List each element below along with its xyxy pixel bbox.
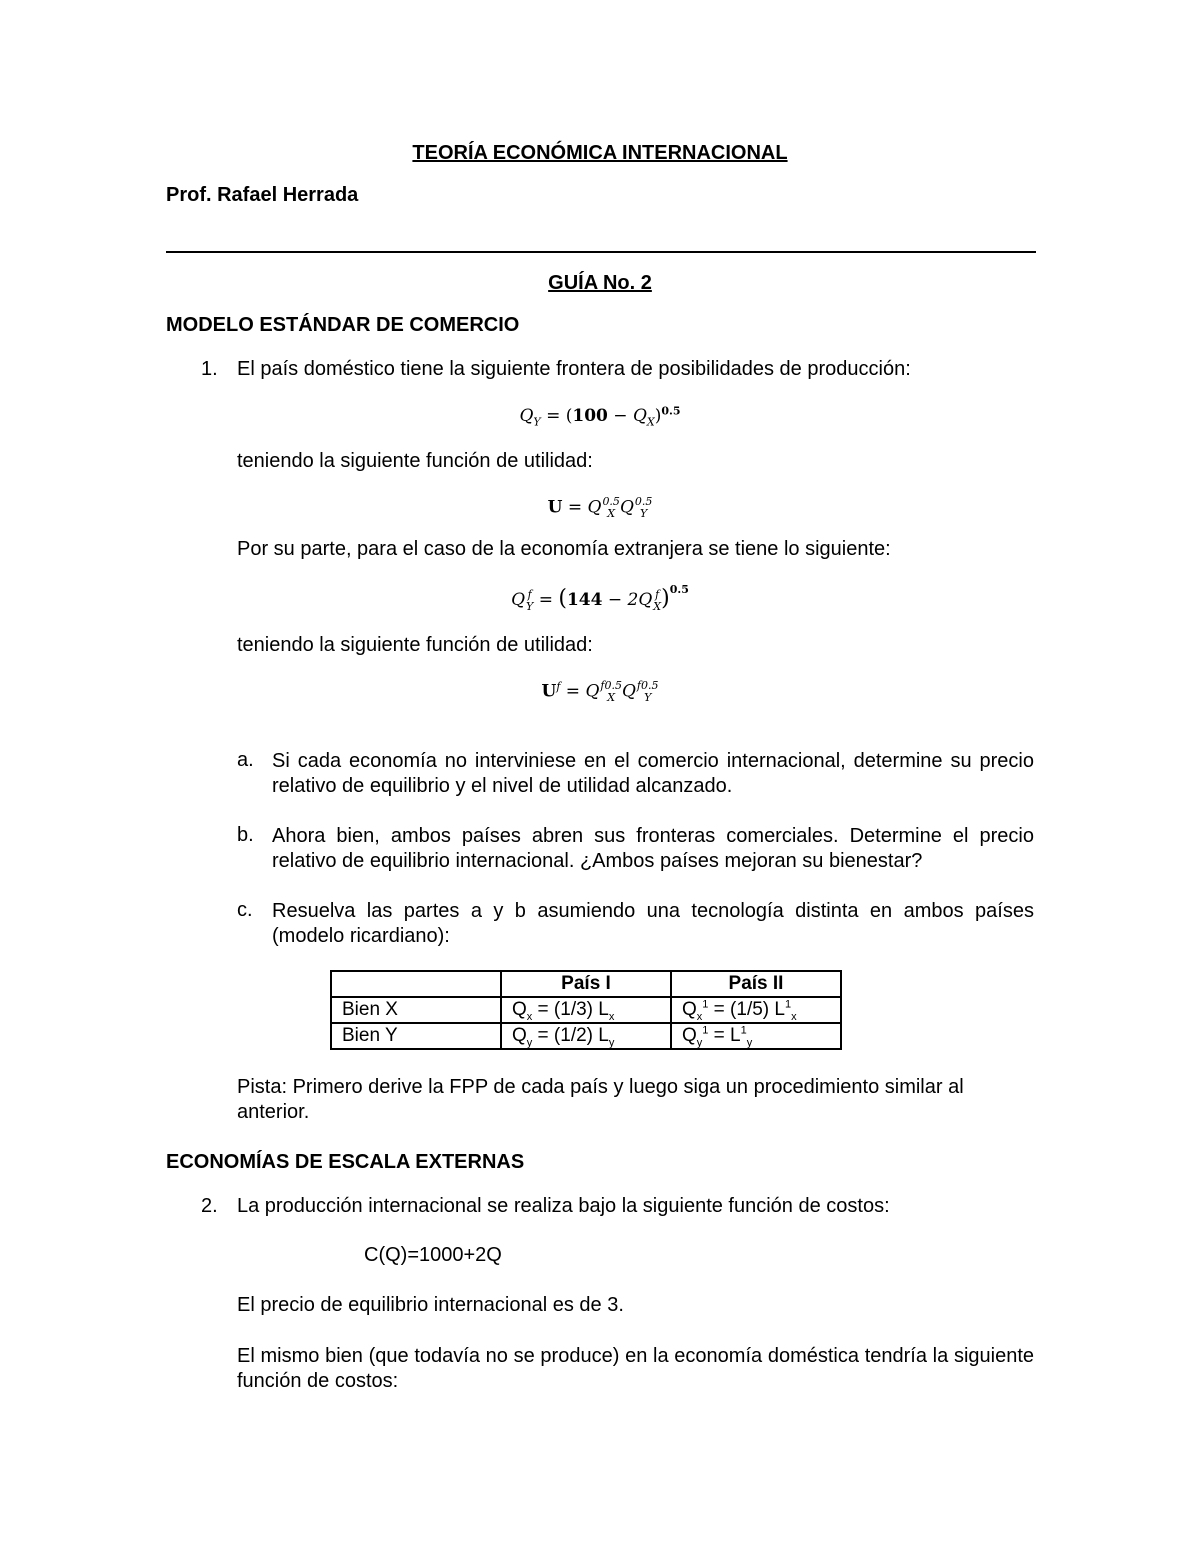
equation-ppf-domestic: $Q_Y = (100 - Q_X)^{0.5}$ [519,404,681,429]
question-number: 1. [201,358,218,380]
item-text-b: Ahora bien, ambos países abren sus fronteras comerciales. Determine el precio relativo de equilibrio internacional. ¿Ambos países mejoran su bienestar? [272,825,1034,872]
section-heading-external-economies: ECONOMÍAS DE ESCALA EXTERNAS [166,1151,525,1173]
author: Prof. Rafael Herrada [166,184,359,206]
foreign-intro: Por su parte, para el caso de la economía extranjera se tiene lo siguiente: [237,538,891,560]
utility-intro-foreign: teniendo la siguiente función de utilidad: [237,634,593,656]
table-row [331,997,841,1023]
section-heading-standard-model: MODELO ESTÁNDAR DE COMERCIO [166,314,520,336]
item-text-a: Si cada economía no interviniese en el comercio internacional, determine su precio relativo de equilibrio y el nivel de utilidad alcanzado. [272,750,1034,797]
item-letter-a: a. [237,749,254,771]
document-title: TEORÍA ECONÓMICA INTERNACIONAL [412,142,788,164]
table-cell: $Q_x = (1/3)$ $L_x$ [501,997,671,1023]
guide-number: GUÍA No. 2 [548,272,652,294]
item-letter-c: c. [237,899,253,921]
equation-utility-domestic: U = Q 0.5 X Q 0.5 Y [547,495,653,520]
divider [166,251,1036,253]
item-letter-b: b. [237,824,254,846]
question-number: 2. [201,1195,218,1217]
utility-intro: teniendo la siguiente función de utilidad: [237,450,593,472]
question-text: La producción internacional se realiza bajo la siguiente función de costos: [237,1195,890,1217]
table-header-cell: País II [671,971,841,997]
table-header-row [331,971,841,997]
table-header-cell [331,971,501,997]
table-header-cell: País I [501,971,671,997]
cost-function: C(Q)=1000+2Q [364,1244,502,1266]
table-cell: $Q_y = (1/2)$ $L_y$ [501,1023,671,1049]
technology-table [330,970,842,1050]
item-text-c: Resuelva las partes a y b asumiendo una tecnología distinta en ambos países (modelo ricardiano): [272,900,1034,947]
hint-text: Pista: Primero derive la FPP de cada país y luego siga un procedimiento similar al anterior. [237,1076,964,1123]
table-cell: Bien X [331,997,501,1023]
table-cell: $Q_y^1 = L^1_y$ [671,1023,841,1049]
table-row [331,1023,841,1049]
price-text: El precio de equilibrio internacional es de 3. [237,1294,624,1316]
table-cell: $Q_x^1 = (1/5)$ $L^1_x$ [671,997,841,1023]
equation-ppf-foreign: Q f Y = (144 − 2Q f X )$^{0.5}$ [511,583,689,613]
question-text: El país doméstico tiene la siguiente frontera de posibilidades de producción: [237,358,911,380]
table-cell: Bien Y [331,1023,501,1049]
equation-utility-foreign: $U^f = Q$ f0.5 X Q f0.5 Y [541,679,659,704]
domestic-cost-text: El mismo bien (que todavía no se produce) en la economía doméstica tendría la siguiente función de costos: [237,1345,1034,1392]
